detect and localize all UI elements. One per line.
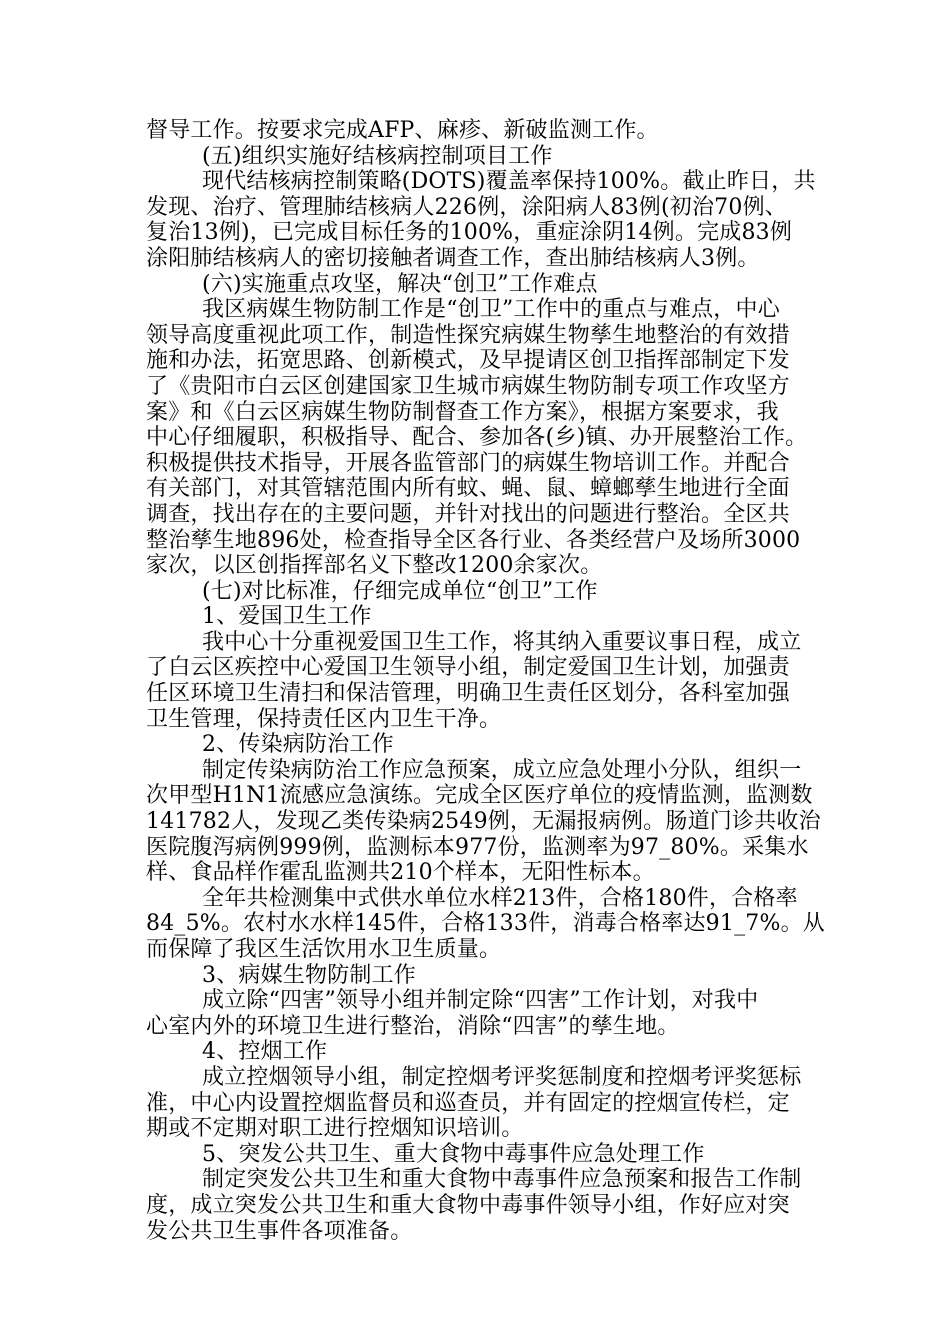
text-line: 复治13例)，已完成目标任务的100%，重症涂阴14例。完成83例 [146, 220, 793, 246]
section-heading-7: (七)对比标准，仔细完成单位“创卫”工作 [202, 578, 598, 604]
subsection-heading-1: 1、爱国卫生工作 [202, 604, 372, 630]
text-line: 而保障了我区生活饮用水卫生质量。 [146, 937, 502, 962]
text-line: 卫生管理，保持责任区内卫生干净。 [146, 706, 502, 732]
text-line: 样、食品样作霍乱监测共210个样本，无阳性标本。 [146, 860, 655, 886]
text-line: 准，中心内设置控烟监督员和巡查员，并有固定的控烟宣传栏，定 [146, 1090, 790, 1116]
text-line: 成立控烟领导小组，制定控烟考评奖惩制度和控烟考评奖惩标 [202, 1064, 802, 1090]
text-line: 施和办法，拓宽思路、创新模式，及早提请区创卫指挥部制定下发 [146, 348, 790, 374]
text-line: 发公共卫生事件各项准备。 [146, 1218, 413, 1244]
text-line: 发现、治疗、管理肺结核病人226例，涂阳病人83例(初治70例、 [146, 194, 787, 220]
text-line: 调查，找出存在的主要问题，并针对找出的问题进行整治。全区共 [146, 501, 790, 527]
text-line: 了《贵阳市白云区创建国家卫生城市病媒生物防制专项工作攻坚方 [146, 373, 790, 399]
section-heading-5: (五)组织实施好结核病控制项目工作 [202, 143, 553, 169]
subsection-heading-5: 5、突发公共卫生、重大食物中毒事件应急处理工作 [202, 1141, 705, 1167]
text-line: 了白云区疾控中心爱国卫生领导小组，制定爱国卫生计划，加强责 [146, 655, 790, 681]
text-line: 领导高度重视此项工作，制造性探究病媒生物孳生地整治的有效措 [146, 322, 790, 348]
subsection-heading-2: 2、传染病防治工作 [202, 732, 394, 758]
text-line: 心室内外的环境卫生进行整治，消除“四害”的孳生地。 [146, 1013, 680, 1039]
text-line: 全年共检测集中式供水单位水样213件，合格180件，合格率 [202, 885, 798, 911]
text-line: 有关部门，对其管辖范围内所有蚊、蝇、鼠、蟑螂孳生地进行全面 [146, 476, 790, 502]
subsection-heading-3: 3、病媒生物防制工作 [202, 962, 416, 988]
section-heading-6: (六)实施重点攻坚，解决“创卫”工作难点 [202, 271, 598, 297]
text-line: 督导工作。按要求完成AFP、麻疹、新破监测工作。 [146, 118, 659, 143]
text-line: 制定突发公共卫生和重大食物中毒事件应急预案和报告工作制 [202, 1167, 802, 1193]
text-line: 案》和《白云区病媒生物防制督查工作方案》，根据方案要求，我 [146, 399, 779, 425]
text-line: 涂阳肺结核病人的密切接触者调查工作，查出肺结核病人3例。 [146, 245, 760, 271]
text-line: 现代结核病控制策略(DOTS)覆盖率保持100%。截止昨日，共 [202, 169, 816, 195]
text-line: 医院腹泻病例999例，监测标本977份，监测率为97_80%。采集水 [146, 834, 809, 860]
text-line: 成立除“四害”领导小组并制定除“四害”工作计划，对我中 [202, 988, 759, 1014]
text-line: 制定传染病防治工作应急预案，成立应急处理小分队，组织一 [202, 757, 802, 783]
text-line: 我中心十分重视爱国卫生工作，将其纳入重要议事日程，成立 [202, 629, 802, 655]
text-line: 我区病媒生物防制工作是“创卫”工作中的重点与难点，中心 [202, 297, 780, 323]
body-text [146, 118, 826, 1244]
text-line: 141782人，发现乙类传染病2549例，无漏报病例。肠道门诊共收治 [146, 809, 821, 835]
text-line: 积极提供技术指导，开展各监管部门的病媒生物培训工作。并配合 [146, 450, 790, 476]
text-line: 任区环境卫生清扫和保洁管理，明确卫生责任区划分，各科室加强 [146, 681, 790, 707]
text-line: 整治孳生地896处，检查指导全区各行业、各类经营户及场所3000 [146, 527, 801, 553]
text-line: 84_5%。农村水水样145件，合格133件，消毒合格率达91_7%。从 [146, 911, 825, 937]
text-line: 家次，以区创指挥部名义下整改1200余家次。 [146, 553, 603, 579]
text-line: 次甲型H1N1流感应急演练。完成全区医疗单位的疫情监测，监测数 [146, 783, 813, 809]
subsection-heading-4: 4、控烟工作 [202, 1039, 328, 1065]
text-line: 中心仔细履职，积极指导、配合、参加各(乡)镇、办开展整治工作。 [146, 425, 808, 451]
text-line: 度，成立突发公共卫生和重大食物中毒事件领导小组，作好应对突 [146, 1192, 790, 1218]
text-line: 期或不定期对职工进行控烟知识培训。 [146, 1116, 524, 1142]
